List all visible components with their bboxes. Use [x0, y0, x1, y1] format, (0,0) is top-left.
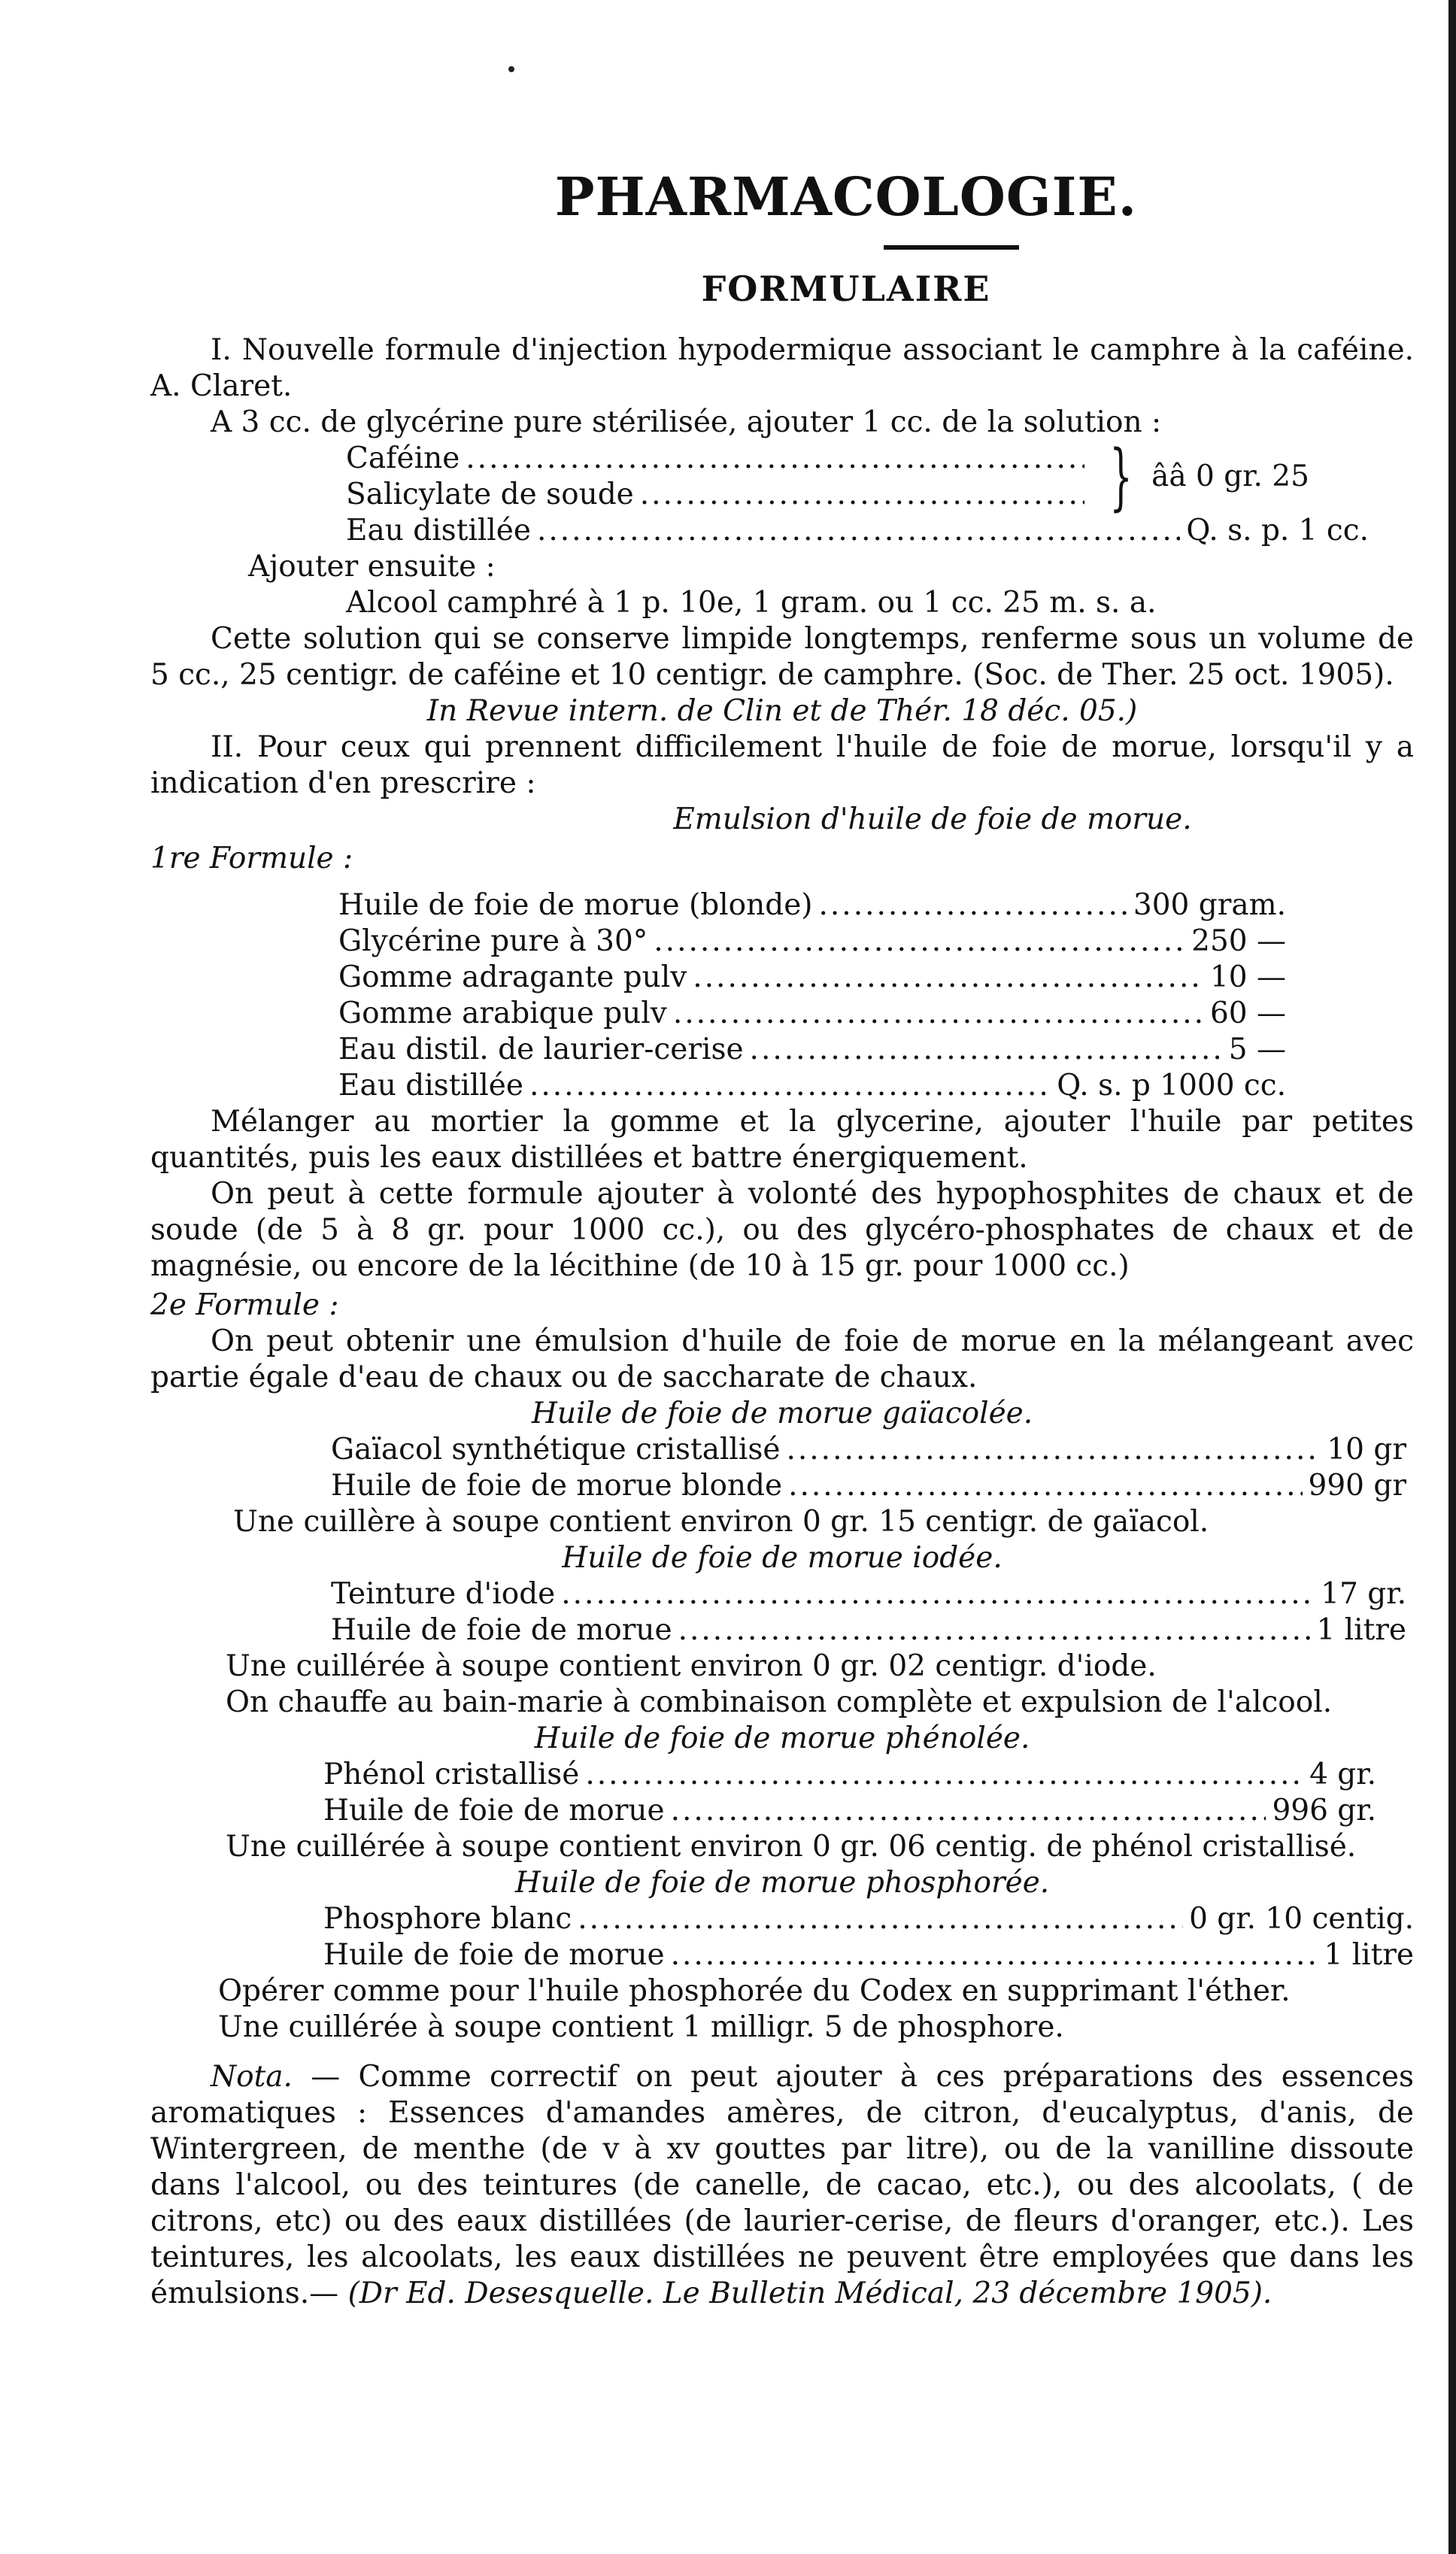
ingredient-name: Gomme adragante pulv [338, 960, 687, 994]
nota-label: Nota. [211, 2060, 293, 2094]
brace-glyph: } [1109, 435, 1133, 519]
ingredient-name: Caféine [346, 441, 460, 475]
iode-list [331, 1576, 1406, 1649]
ingredient-row [338, 960, 1286, 996]
phenol-heading: Huile de foie de morue phénolée. [534, 1721, 1030, 1755]
ingredient-quantity: 10 gr [1327, 1433, 1406, 1467]
phenol-note: Une cuillérée à soupe contient environ 0 gr. 06 centig. de phénol cristallisé. [226, 1830, 1357, 1864]
ingredient-row [338, 996, 1286, 1032]
leader-dots [671, 1793, 1266, 1829]
leader-dots [654, 924, 1185, 960]
ingredient-name: Phénol cristallisé [323, 1758, 580, 1791]
alcohol-line: Alcool camphré à 1 p. 10e, 1 gram. ou 1 cc. 25 m. s. a. [346, 586, 1157, 620]
ingredient-row [323, 1757, 1376, 1793]
leader-dots [693, 960, 1204, 996]
phosphore-heading: Huile de foie de morue phosphorée. [514, 1866, 1050, 1900]
ingredient-row [346, 513, 1369, 549]
page-title: PHARMACOLOGIE. [554, 165, 1138, 228]
braced-ingredients [346, 435, 1414, 519]
ingredient-name: Gaïacol synthétique cristallisé [331, 1433, 781, 1467]
leader-dots [466, 441, 1084, 477]
solution-paragraph: Cette solution qui se conserve limpide longtemps, renferme sous un volume de 5 cc., 25 centigr. de caféine et 10 centigr. de camphre. (Soc. de Ther. 25 oct. 1905). [150, 622, 1414, 692]
ingredient-quantity: 60 — [1209, 996, 1286, 1030]
ingredient-row [331, 1612, 1406, 1649]
formula-1-label: 1re Formule : [150, 842, 353, 875]
ingredient-row [338, 1032, 1286, 1068]
intro-paragraph-3: II. Pour ceux qui prennent difficilement l'huile de foie de morue, lorsqu'il y a indication d'en prescrire : [150, 730, 1414, 800]
ingredient-row [338, 924, 1286, 960]
nota-reference: (Dr Ed. Desesquelle. Le Bulletin Médical, 23 décembre 1905). [347, 2276, 1272, 2310]
leader-dots [678, 1612, 1311, 1649]
intro-paragraph-1: I. Nouvelle formule d'injection hypodermique associant le camphre à la caféine. A. Claret. [150, 333, 1414, 403]
ingredient-row [323, 1793, 1376, 1829]
ingredient-quantity: Q. s. p. 1 cc. [1186, 514, 1369, 548]
ingredient-row [323, 1901, 1414, 1937]
ingredient-quantity: 250 — [1191, 924, 1286, 958]
leader-dots [640, 477, 1084, 513]
ingredient-row [346, 477, 1090, 513]
ingredient-name: Teinture d'iode [331, 1577, 556, 1611]
gaiacol-note: Une cuillère à soupe contient environ 0 gr. 15 centigr. de gaïacol. [233, 1505, 1209, 1539]
ingredient-quantity: 4 gr. [1309, 1758, 1376, 1791]
ingredient-name: Eau distillée [338, 1069, 523, 1103]
leader-dots [671, 1937, 1318, 1973]
nota-text: — Comme correctif on peut ajouter à ces préparations des essences aromatiques : Essences d'amandes amères, de citron, d'eucalyptus, d'anis, de Wintergreen, de menthe (de v à xv gouttes par litre), ou de la vanilline dissoute dans l'alcool, ou des teintures (de canelle, de cacao, etc.), ou des alcoolats, ( de citrons, etc) ou des eaux distillées (de laurier-cerise, de fleurs d'oranger, etc.). Les teintures, les alcoolats, les eaux distillées ne peuvent être employées que dans les émulsions.— [150, 2060, 1414, 2310]
leader-dots [537, 513, 1180, 549]
ingredient-quantity: 0 gr. 10 centig. [1189, 1902, 1414, 1936]
ingredient-name: Huile de foie de morue [323, 1794, 665, 1828]
leader-dots [561, 1576, 1315, 1612]
reference-line: In Revue intern. de Clin et de Thér. 18 déc. 05.) [426, 694, 1138, 728]
section-title: FORMULAIRE [701, 268, 991, 309]
additions-paragraph: On peut à cette formule ajouter à volonté des hypophosphites de chaux et de soude (de 5 à 8 gr. pour 1000 cc.), ou des glycéro-phosphates de chaux et de magnésie, ou encore de la lécithine (de 10 à 15 gr. pour 1000 cc.) [150, 1177, 1414, 1283]
leader-dots [750, 1032, 1223, 1068]
phenol-list [323, 1757, 1376, 1829]
ingredient-quantity: 1 litre [1324, 1938, 1414, 1972]
ingredient-row [323, 1937, 1414, 1973]
ingredient-quantity: 5 — [1228, 1033, 1286, 1066]
document-body [150, 165, 1414, 2312]
ingredient-name: Salicylate de soude [346, 478, 634, 511]
iode-note-1: Une cuillérée à soupe contient environ 0 gr. 02 centigr. d'iode. [226, 1649, 1157, 1683]
ingredient-name: Glycérine pure à 30° [338, 924, 648, 958]
ingredient-quantity: 17 gr. [1321, 1577, 1406, 1611]
gaiacol-heading: Huile de foie de morue gaïacolée. [531, 1397, 1033, 1430]
iode-note-2: On chauffe au bain-marie à combinaison complète et expulsion de l'alcool. [226, 1685, 1333, 1719]
intro-paragraph-2: A 3 cc. de glycérine pure stérilisée, ajouter 1 cc. de la solution : [211, 405, 1162, 439]
ingredient-name: Huile de foie de morue [323, 1938, 665, 1972]
emulsion-heading: Emulsion d'huile de foie de morue. [673, 802, 1192, 836]
ingredient-row [331, 1576, 1406, 1612]
phosphore-list [323, 1901, 1414, 1973]
ingredient-name: Huile de foie de morue [331, 1613, 672, 1647]
iode-heading: Huile de foie de morue iodée. [562, 1541, 1003, 1575]
ingredient-row [331, 1468, 1406, 1504]
leader-dots [788, 1468, 1302, 1504]
instruction-text: Ajouter ensuite : [248, 550, 496, 584]
ingredient-row [338, 887, 1286, 924]
ingredient-name: Huile de foie de morue (blonde) [338, 888, 813, 922]
nota-paragraph [150, 2059, 1414, 2312]
formula-1-list [338, 887, 1286, 1104]
ingredient-quantity: 10 — [1209, 960, 1286, 994]
ingredient-quantity: 990 gr [1308, 1469, 1406, 1503]
ingredient-row [338, 1068, 1286, 1104]
braced-quantity: ââ 0 gr. 25 [1151, 460, 1309, 493]
phosphore-note-2: Une cuillérée à soupe contient 1 milligr. 5 de phosphore. [218, 2010, 1064, 2044]
leader-dots [673, 996, 1204, 1032]
ingredient-name: Eau distil. de laurier-cerise [338, 1033, 744, 1066]
ingredient-name: Gomme arabique pulv [338, 996, 667, 1030]
formula-2-paragraph: On peut obtenir une émulsion d'huile de foie de morue en la mélangeant avec partie égale d'eau de chaux ou de saccharate de chaux. [150, 1324, 1414, 1394]
gaiacol-list [331, 1432, 1406, 1504]
ingredient-quantity: Q. s. p 1000 cc. [1057, 1069, 1286, 1103]
ingredient-quantity: 300 gram. [1133, 888, 1286, 922]
leader-dots [578, 1901, 1183, 1937]
title-rule [884, 245, 1019, 250]
leader-dots [786, 1432, 1321, 1468]
mixing-paragraph: Mélanger au mortier la gomme et la glycerine, ajouter l'huile par petites quantités, puis les eaux distillées et battre énergiquement. [150, 1105, 1414, 1175]
formula-2-label: 2e Formule : [150, 1288, 339, 1322]
leader-dots [819, 887, 1127, 924]
leader-dots [529, 1068, 1051, 1104]
ingredient-name: Huile de foie de morue blonde [331, 1469, 783, 1503]
phosphore-note-1: Opérer comme pour l'huile phosphorée du Codex en supprimant l'éther. [218, 1974, 1291, 2008]
ingredient-row [346, 441, 1090, 477]
page-edge-shadow [1448, 0, 1456, 2554]
ingredient-name: Eau distillée [346, 514, 531, 548]
leader-dots [585, 1757, 1303, 1793]
ingredient-row [331, 1432, 1406, 1468]
ingredient-quantity: 1 litre [1316, 1613, 1406, 1647]
ingredient-quantity: 996 gr. [1272, 1794, 1376, 1828]
ingredient-name: Phosphore blanc [323, 1902, 572, 1936]
ink-speck [508, 66, 514, 72]
